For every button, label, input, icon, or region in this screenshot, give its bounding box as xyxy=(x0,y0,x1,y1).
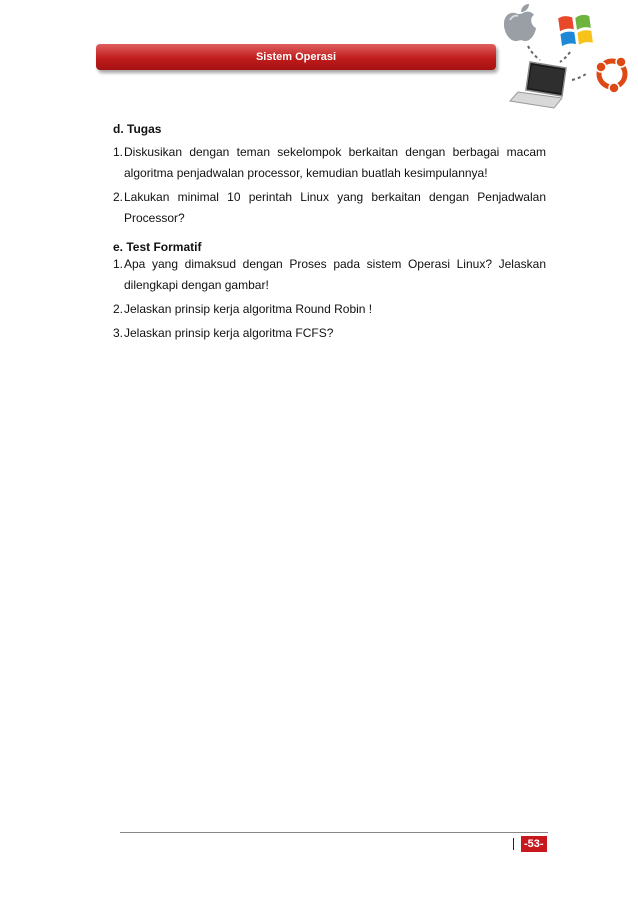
ubuntu-icon xyxy=(596,57,626,93)
item-number: 3. xyxy=(113,326,124,340)
list-item xyxy=(113,142,546,184)
header-bar xyxy=(96,44,496,70)
item-number: 2. xyxy=(113,302,124,316)
test-title: e. Test Formatif xyxy=(113,240,202,254)
list-item xyxy=(113,187,546,229)
laptop-icon xyxy=(510,62,566,108)
os-logos-graphic xyxy=(488,0,638,118)
windows-icon xyxy=(558,13,593,47)
apple-icon xyxy=(504,4,536,41)
footer-separator xyxy=(513,838,514,850)
list-item xyxy=(113,299,546,320)
item-text: Apa yang dimaksud dengan Proses pada sistem Operasi Linux? Jelaskan dilengkapi dengan gambar! xyxy=(124,257,546,292)
list-item xyxy=(113,323,546,344)
tugas-section xyxy=(113,122,546,229)
item-number: 1. xyxy=(113,257,124,271)
item-text: Jelaskan prinsip kerja algoritma Round Robin ! xyxy=(124,302,373,316)
list-item xyxy=(113,254,546,296)
item-text: Diskusikan dengan teman sekelompok berkaitan dengan berbagai macam algoritma penjadwalan processor, kemudian buatlah kesimpulannya! xyxy=(124,145,546,180)
tugas-title: d. Tugas xyxy=(113,122,162,136)
test-formatif-section xyxy=(113,240,546,344)
item-number: 1. xyxy=(113,145,124,159)
header-title: Sistem Operasi xyxy=(255,51,337,63)
footer-divider xyxy=(120,832,548,833)
item-number: 2. xyxy=(113,190,124,204)
page-number: -53- xyxy=(521,836,547,852)
item-text: Lakukan minimal 10 perintah Linux yang berkaitan dengan Penjadwalan Processor? xyxy=(124,190,546,225)
item-text: Jelaskan prinsip kerja algoritma FCFS? xyxy=(124,326,334,340)
